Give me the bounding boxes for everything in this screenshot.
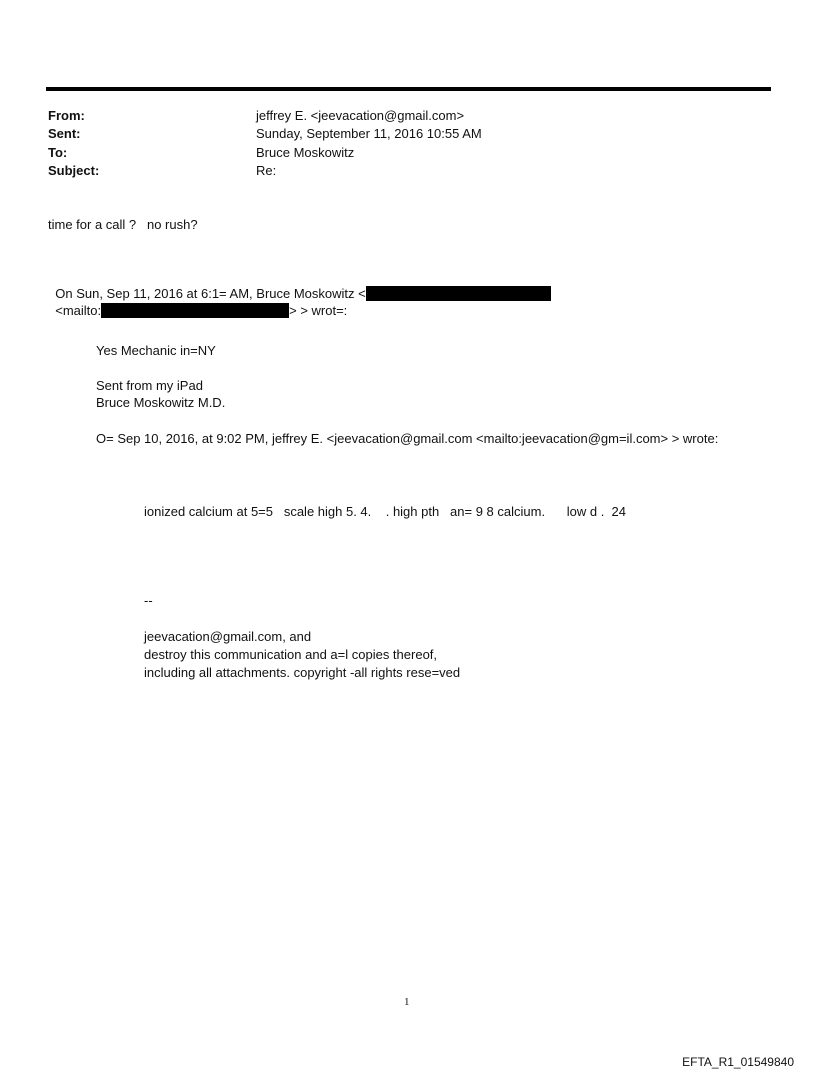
from-label: From: [48, 108, 85, 123]
reply-text: time for a call ? no rush? [48, 217, 198, 232]
page-number: 1 [404, 996, 410, 1008]
original-message: ionized calcium at 5=5 scale high 5. 4. . high pth an= 9 8 calcium. low d . 24 [144, 504, 626, 519]
footer-line-2: destroy this communication and a=l copies thereof, [144, 647, 438, 662]
bates-number: EFTA_R1_01549840 [682, 1055, 794, 1069]
footer-line-1: jeevacation@gmail.com, and [144, 629, 312, 644]
subject-label: Subject: [48, 163, 100, 178]
sent-value: Sunday, September 11, 2016 10:55 AM [256, 126, 482, 141]
mailto-text: <mailto: [55, 303, 102, 318]
sent-label: Sent: [48, 126, 81, 141]
quote-intro-line-2 [48, 287, 347, 319]
redaction-bar [101, 303, 289, 318]
wrote-text: > > wrot=: [289, 303, 348, 318]
quote-intro-text: On Sun, Sep 11, 2016 at 6:1= AM, Bruce Moskowitz < [55, 286, 366, 301]
to-value: Bruce Moskowitz [256, 145, 355, 160]
from-value: jeffrey E. <jeevacation@gmail.com> [256, 108, 465, 123]
quoted-reply: Yes Mechanic in=NY [96, 343, 216, 358]
footer-line-3: including all attachments. copyright -all rights rese=ved [144, 665, 461, 680]
subject-value: Re: [256, 163, 277, 178]
header-rule [46, 87, 771, 91]
signature-dash: -- [144, 593, 153, 608]
signature-line-1: Sent from my iPad [96, 378, 203, 393]
signature-line-2: Bruce Moskowitz M.D. [96, 395, 226, 410]
redaction-bar [366, 286, 551, 301]
to-label: To: [48, 145, 68, 160]
quote-intro-2: O= Sep 10, 2016, at 9:02 PM, jeffrey E. <jeevacation@gmail.com <mailto:jeevacation@gm=il.com> > wrote: [96, 431, 719, 446]
